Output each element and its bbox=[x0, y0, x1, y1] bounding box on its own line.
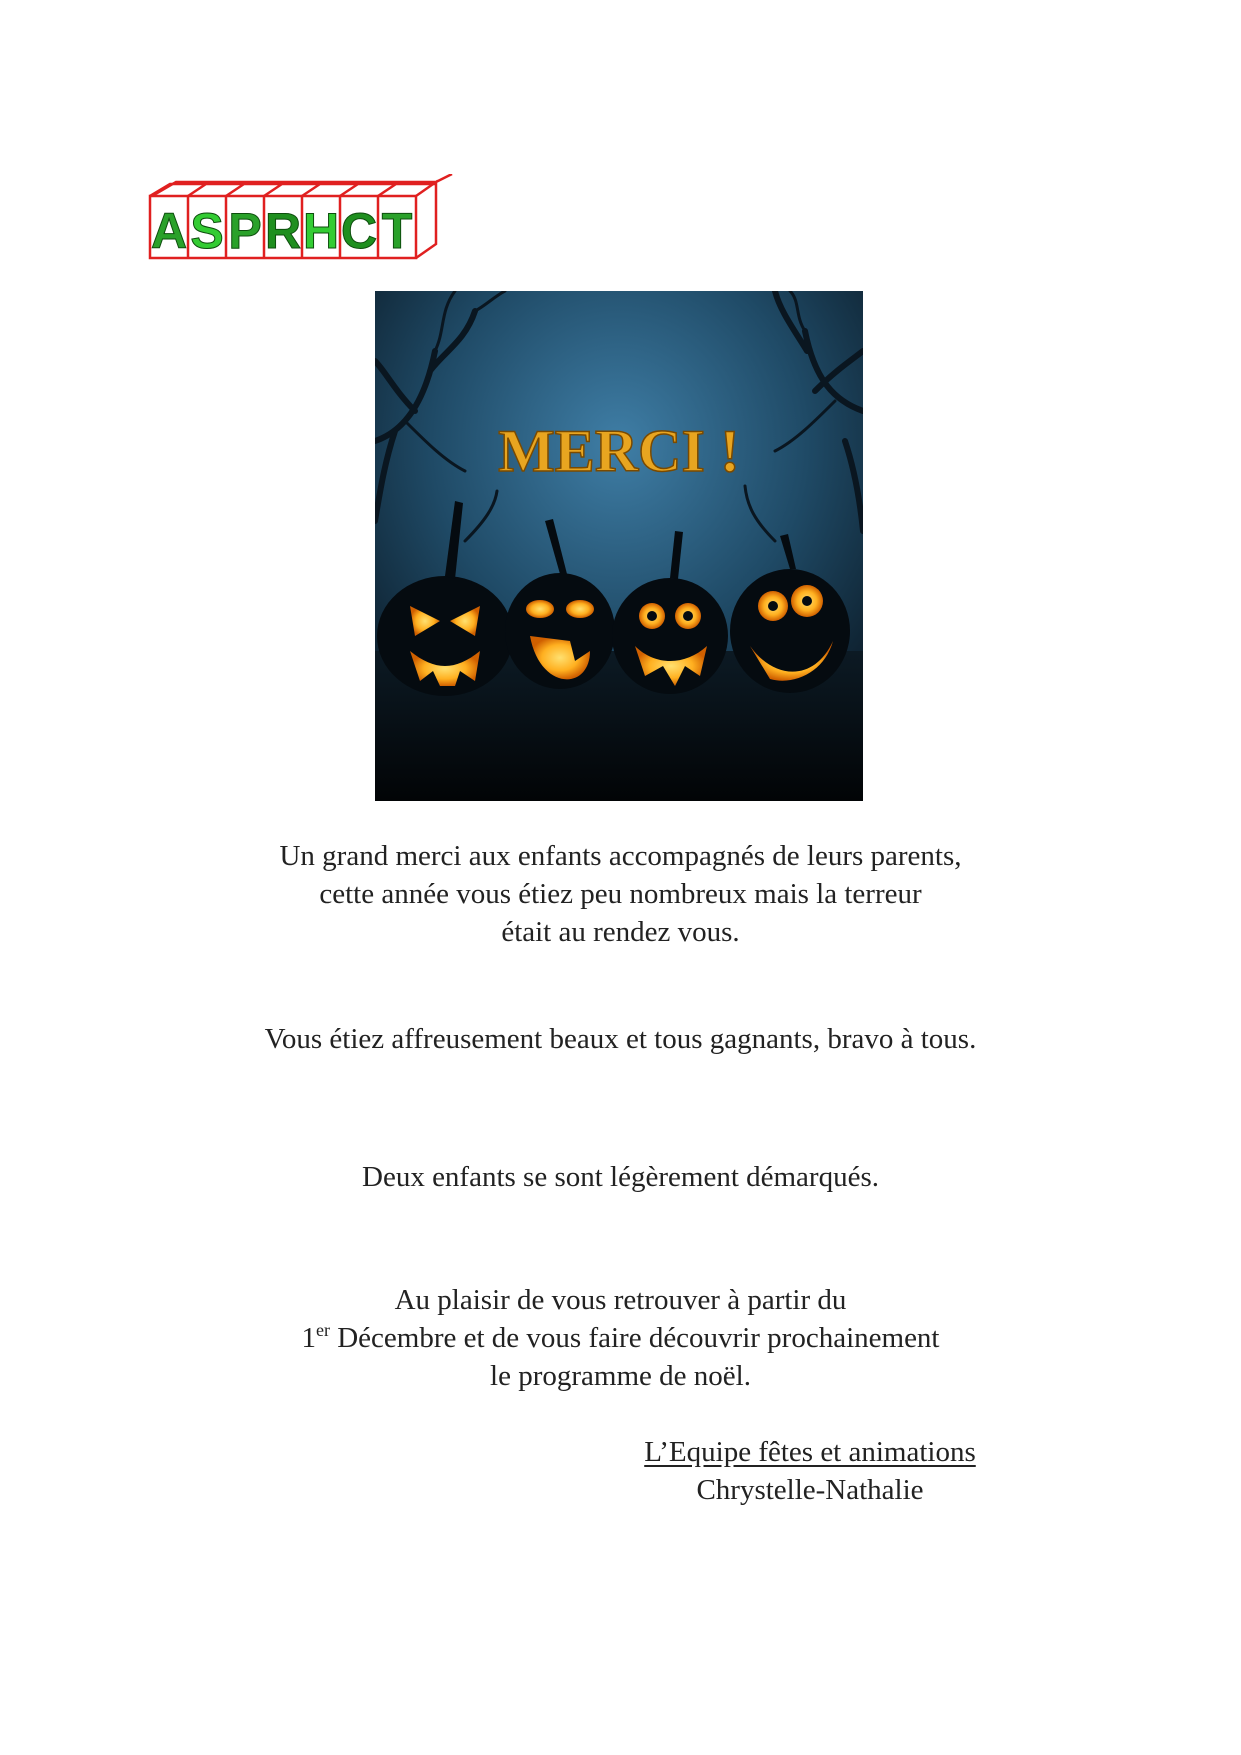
signature-names: Chrystelle-Nathalie bbox=[696, 1474, 924, 1506]
closing-paragraph bbox=[0, 1281, 1241, 1395]
logo-letter: S bbox=[190, 203, 224, 259]
text-line: cette année vous étiez peu nombreux mais la terreur bbox=[319, 878, 922, 910]
text-line: Au plaisir de vous retrouver à partir du bbox=[394, 1284, 847, 1316]
text-segment: Décembre et de vous faire découvrir prochainement bbox=[329, 1322, 940, 1354]
text-line bbox=[0, 1319, 1241, 1357]
text-line: Vous étiez affreusement beaux et tous gagnants, bravo à tous. bbox=[264, 1023, 977, 1055]
asprhct-logo bbox=[146, 174, 456, 274]
thanks-paragraph bbox=[0, 837, 1241, 951]
standout-paragraph bbox=[0, 1158, 1241, 1196]
date-ordinal: er bbox=[315, 1320, 330, 1340]
winners-paragraph bbox=[0, 1020, 1241, 1058]
logo-graphic bbox=[146, 174, 456, 274]
text-line: était au rendez vous. bbox=[501, 916, 740, 948]
logo-letter: H bbox=[302, 203, 340, 259]
logo-letter: A bbox=[150, 203, 188, 259]
halloween-merci-image bbox=[375, 291, 863, 801]
halloween-illustration bbox=[375, 291, 863, 801]
logo-letter: R bbox=[264, 203, 302, 259]
signature-team: L’Equipe fêtes et animations bbox=[644, 1436, 976, 1468]
logo-letter: C bbox=[340, 203, 378, 259]
text-line: Deux enfants se sont légèrement démarqués. bbox=[362, 1161, 879, 1193]
text-line: le programme de noël. bbox=[490, 1360, 751, 1392]
text-line: Un grand merci aux enfants accompagnés de leurs parents, bbox=[279, 840, 962, 872]
signature bbox=[560, 1433, 1060, 1509]
merci-title: MERCI ! bbox=[498, 418, 740, 484]
logo-letter: P bbox=[228, 203, 262, 259]
logo-letter: T bbox=[381, 203, 413, 259]
date-number: 1 bbox=[301, 1322, 316, 1354]
